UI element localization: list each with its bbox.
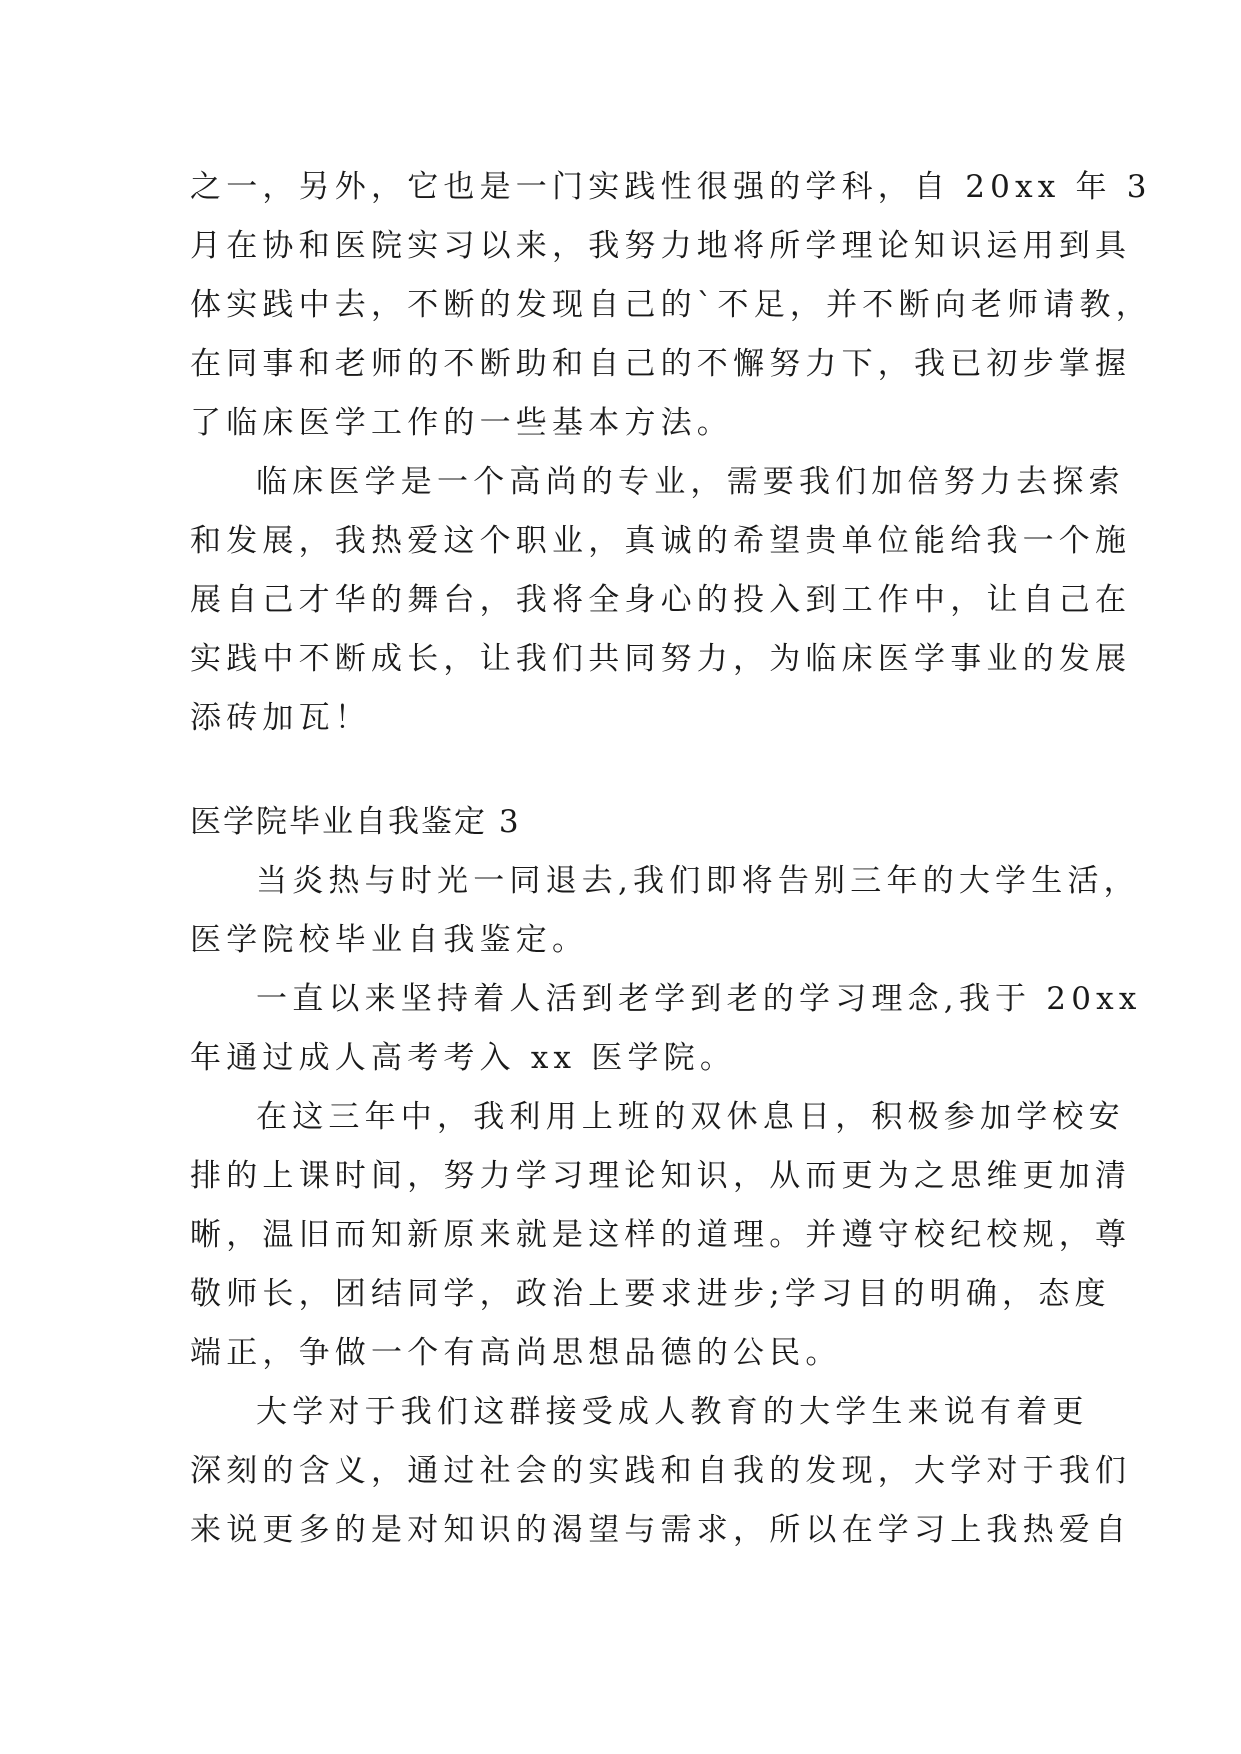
body-text-line: 实践中不断成长，让我们共同努力，为临床医学事业的发展 [190, 641, 1132, 677]
body-text-line: 和发展，我热爱这个职业，真诚的希望贵单位能给我一个施 [190, 523, 1132, 559]
body-text-line: 一直以来坚持着人活到老学到老的学习理念,我于 20xx [256, 981, 1142, 1017]
body-text-line: 医学院校毕业自我鉴定。 [190, 922, 589, 958]
body-text-line: 排的上课时间，努力学习理论知识，从而更为之思维更加清 [190, 1158, 1132, 1194]
body-text-line: 添砖加瓦！ [190, 700, 371, 736]
body-text-line: 月在协和医院实习以来，我努力地将所学理论知识运用到具 [190, 228, 1132, 264]
body-text-line: 临床医学是一个高尚的专业，需要我们加倍努力去探索 [256, 464, 1125, 500]
body-text-line: 了临床医学工作的一些基本方法。 [190, 405, 733, 441]
section-heading: 医学院毕业自我鉴定 3 [190, 804, 521, 840]
body-text-line: 端正，争做一个有高尚思想品德的公民。 [190, 1335, 842, 1371]
body-text-line: 之一，另外，它也是一门实践性很强的学科，自 20xx 年 3 [190, 169, 1152, 205]
body-text-line: 在同事和老师的不断助和自己的不懈努力下，我已初步掌握 [190, 346, 1132, 382]
body-text-line: 晰，温旧而知新原来就是这样的道理。并遵守校纪校规，尊 [190, 1217, 1132, 1253]
body-text-line: 大学对于我们这群接受成人教育的大学生来说有着更 [256, 1394, 1089, 1430]
body-text-line: 敬师长，团结同学，政治上要求进步;学习目的明确，态度 [190, 1276, 1111, 1312]
body-text-line: 展自己才华的舞台，我将全身心的投入到工作中，让自己在 [190, 582, 1132, 618]
body-text-line: 在这三年中，我利用上班的双休息日，积极参加学校安 [256, 1099, 1125, 1135]
body-text-line: 当炎热与时光一同退去,我们即将告别三年的大学生活， [256, 863, 1140, 899]
body-text-line: 体实践中去，不断的发现自己的`不足，并不断向老师请教， [190, 287, 1152, 323]
body-text-line: 深刻的含义，通过社会的实践和自我的发现，大学对于我们 [190, 1453, 1132, 1489]
body-text-line: 年通过成人高考考入 xx 医学院。 [190, 1040, 737, 1076]
body-text-line: 来说更多的是对知识的渴望与需求，所以在学习上我热爱自 [190, 1512, 1132, 1548]
